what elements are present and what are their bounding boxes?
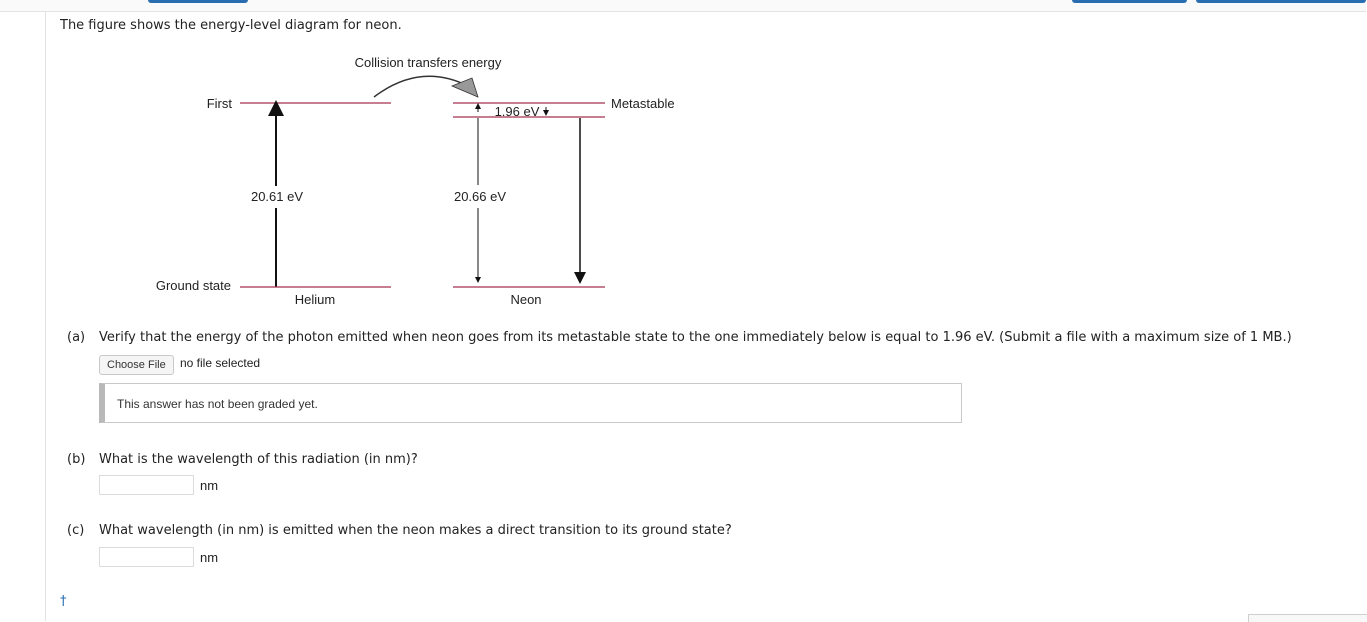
part-b-label: (b) xyxy=(67,452,86,467)
top-toolbar-strip xyxy=(0,0,1366,12)
footnote-dagger[interactable]: † xyxy=(60,594,67,609)
helium-label: Helium xyxy=(294,292,336,307)
ground-state-label: Ground state xyxy=(155,278,231,293)
file-status-text: no file selected xyxy=(180,356,261,370)
neon-energy-label: 20.66 eV xyxy=(453,189,507,204)
grading-status-box xyxy=(99,383,962,423)
content-left-border xyxy=(45,11,46,621)
top-tab-right-2[interactable] xyxy=(1196,0,1366,3)
grading-status-text: This answer has not been graded yet. xyxy=(117,397,318,411)
metastable-label: Metastable xyxy=(611,96,675,111)
part-c-question: What wavelength (in nm) is emitted when the neon makes a direct transition to its ground state? xyxy=(99,523,732,538)
top-tab-left[interactable] xyxy=(148,0,248,3)
gap-energy-label: 1.96 eV xyxy=(494,104,540,119)
energy-level-diagram xyxy=(140,50,675,315)
first-label: First xyxy=(206,96,232,111)
part-c-unit: nm xyxy=(200,550,219,565)
corner-panel xyxy=(1248,614,1367,622)
part-b-question: What is the wavelength of this radiation (in nm)? xyxy=(99,452,418,467)
part-b-answer-input[interactable] xyxy=(99,475,194,495)
collision-label: Collision transfers energy xyxy=(354,55,502,70)
top-tab-right-1[interactable] xyxy=(1072,0,1187,3)
choose-file-button[interactable]: Choose File xyxy=(99,355,174,375)
part-b-unit: nm xyxy=(200,478,219,493)
part-c-answer-input[interactable] xyxy=(99,547,194,567)
neon-label: Neon xyxy=(510,292,542,307)
part-a-label: (a) xyxy=(67,330,86,345)
question-intro: The figure shows the energy-level diagram for neon. xyxy=(60,18,402,33)
helium-energy-label: 20.61 eV xyxy=(250,189,304,204)
part-a-question: Verify that the energy of the photon emitted when neon goes from its metastable state to the one immediately below is equal to 1.96 eV. (Submit a file with a maximum size of 1 MB.) xyxy=(99,330,1292,345)
part-c-label: (c) xyxy=(67,523,85,538)
